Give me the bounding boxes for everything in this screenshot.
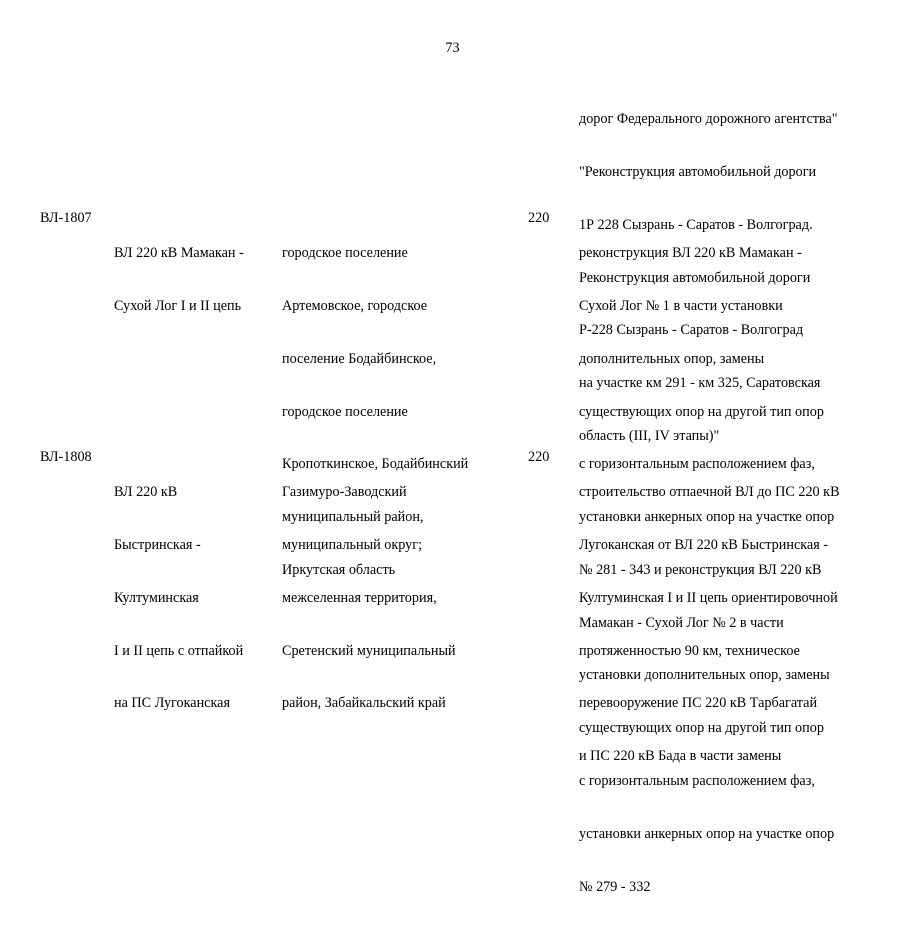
text-line: перевооружение ПС 220 кВ Тарбагатай — [579, 695, 818, 712]
text-line: строительство отпаечной ВЛ до ПС 220 кВ — [579, 484, 840, 501]
text-line: Сретенский муниципальный — [282, 642, 456, 659]
row-voltage: 220 — [528, 210, 550, 226]
text-line: на ПС Лугоканская — [114, 695, 230, 712]
text-line: 1Р 228 Сызрань - Саратов - Волгоград. — [579, 216, 813, 233]
text-line: Сухой Лог № 1 в части установки — [579, 297, 783, 314]
text-line: район, Забайкальский край — [282, 695, 446, 712]
row-code: ВЛ-1807 — [40, 210, 92, 226]
text-line: № 279 - 332 — [579, 878, 651, 895]
text-line: Сухой Лог I и II цепь — [114, 297, 242, 314]
text-line: муниципальный район, — [282, 509, 424, 526]
text-line: Артемовское, городское — [282, 297, 428, 314]
text-line: Газимуро-Заводский — [282, 484, 407, 501]
page-number: 73 — [445, 40, 460, 56]
text-line: ВЛ 220 кВ — [114, 484, 178, 501]
text-line: № 281 - 343 и реконструкция ВЛ 220 кВ — [579, 561, 822, 578]
text-line: и ПС 220 кВ Бада в части замены — [579, 748, 782, 765]
text-line: Кропоткинское, Бодайбинский — [282, 456, 469, 473]
text-line: межселенная территория, — [282, 589, 437, 606]
text-line: установки анкерных опор на участке опор — [579, 509, 835, 526]
text-line: дорог Федерального дорожного агентства" — [579, 111, 838, 128]
row-name — [114, 449, 243, 748]
text-line: Иркутская область — [282, 561, 396, 578]
text-line: реконструкция ВЛ 220 кВ Мамакан - — [579, 245, 802, 262]
row-description — [579, 449, 840, 801]
text-line: на участке км 291 - км 325, Саратовская — [579, 375, 821, 392]
text-line: Лугоканская от ВЛ 220 кВ Быстринская - — [579, 536, 829, 553]
text-line: область (III, IV этапы)" — [579, 427, 720, 444]
text-line: протяженностью 90 км, техническое — [579, 642, 800, 659]
text-line: Култуминская I и II цепь ориентировочной — [579, 589, 838, 606]
text-line: I и II цепь с отпайкой — [114, 642, 244, 659]
row-name — [114, 210, 244, 351]
text-line: существующих опор на другой тип опор — [579, 403, 824, 420]
text-line: Култуминская — [114, 589, 199, 606]
row-code: ВЛ-1808 — [40, 449, 92, 465]
text-line: городское поселение — [282, 245, 408, 262]
text-line: дополнительных опор, замены — [579, 350, 765, 367]
text-line: с горизонтальным расположением фаз, — [579, 456, 815, 473]
text-line: муниципальный округ; — [282, 536, 423, 553]
text-line: "Реконструкция автомобильной дороги — [579, 163, 817, 180]
text-line: поселение Бодайбинское, — [282, 350, 437, 367]
text-line: Реконструкция автомобильной дороги — [579, 269, 811, 286]
text-line: городское поселение — [282, 403, 408, 420]
text-line: с горизонтальным расположением фаз, — [579, 773, 815, 789]
text-line: Мамакан - Сухой Лог № 2 в части — [579, 614, 784, 631]
row-voltage: 220 — [528, 449, 550, 465]
text-line: ВЛ 220 кВ Мамакан - — [114, 245, 244, 262]
text-line: установки анкерных опор на участке опор — [579, 825, 835, 842]
text-line: установки дополнительных опор, замены — [579, 667, 830, 684]
row-location — [282, 449, 456, 748]
text-line: Р-228 Сызрань - Саратов - Волгоград — [579, 322, 804, 339]
text-line: Быстринская - — [114, 536, 201, 553]
text-line: существующих опор на другой тип опор — [579, 720, 824, 737]
